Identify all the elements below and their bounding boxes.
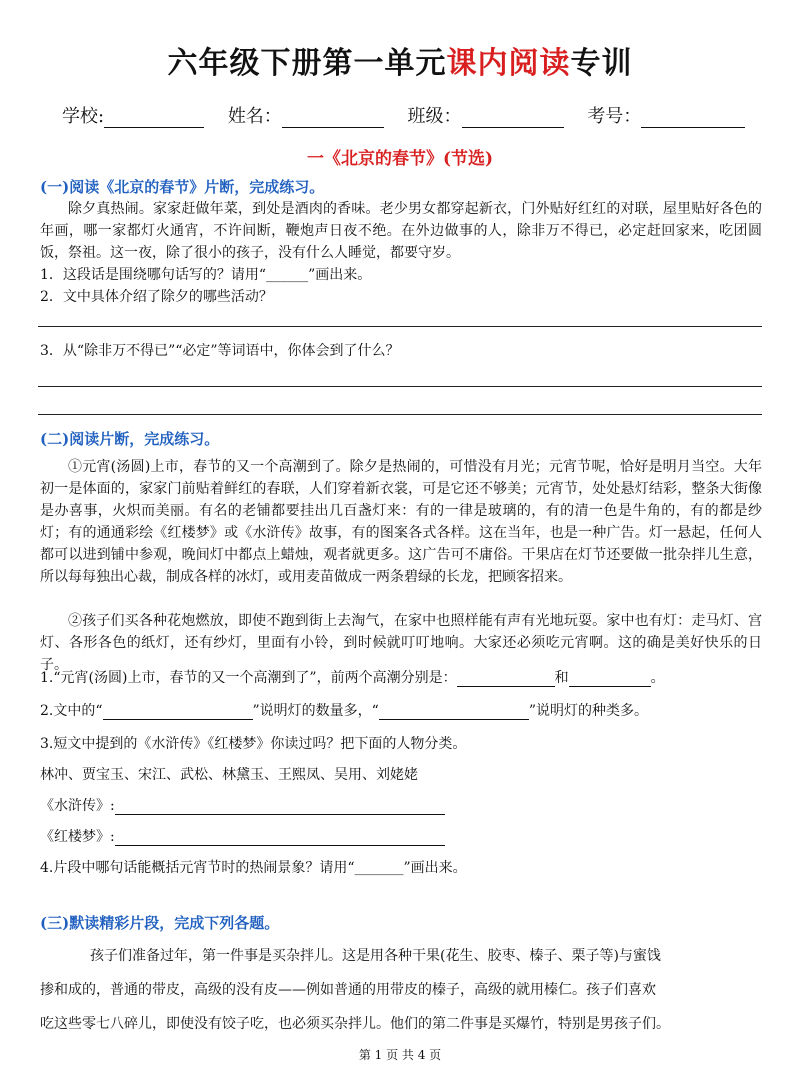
class-field[interactable] [462,109,564,128]
honglou-row: 《红楼梦》: [40,826,445,846]
part1-question-3: 3．从“除非万不得已”“必定”等词语中，你体会到了什么？ [40,343,400,359]
student-info-row [62,102,745,128]
part3-heading: (三)默读精彩片段，完成下列各题。 [40,914,280,932]
answer-blank[interactable] [115,831,445,846]
class-label: 班级： [407,106,462,127]
answer-blank[interactable] [569,672,651,687]
answer-blank[interactable] [379,705,529,720]
school-label: 学校: [62,106,105,127]
answer-line[interactable] [38,386,762,387]
part1-heading: (一)阅读《北京的春节》片断，完成练习。 [40,178,325,196]
title-part-black-end: 专训 [570,46,633,81]
answer-line[interactable] [38,326,762,327]
part1-question-1: 1．这段话是围绕哪句话写的？请用“______”画出来。 [40,267,372,283]
shuihu-row: 《水浒传》: [40,795,445,815]
exam-number-field[interactable] [641,109,745,128]
part2-question-2: 2.文中的“ ”说明灯的数量多，“ ”说明灯的种类多。 [40,703,649,719]
title-part-black: 六年级下册第一单元 [167,46,447,81]
answer-blank[interactable] [115,800,445,815]
name-field[interactable] [282,109,384,128]
part2-question-4: 4.片段中哪句话能概括元宵节时的热闹景象？请用“_______”画出来。 [40,860,467,876]
school-field[interactable] [104,109,204,128]
part3-line-1: 孩子们准备过年，第一件事是买杂拌儿。这是用各种干果(花生、胶枣、榛子、栗子等)与蜜饯 [90,948,661,964]
part2-question-3: 3.短文中提到的《水浒传》《红楼梦》你读过吗？把下面的人物分类。 [40,736,467,752]
answer-blank[interactable] [103,705,253,720]
section-title: 一《北京的春节》(节选) [306,149,494,169]
part3-line-3: 吃这些零七八碎儿，即使没有饺子吃，也必须买杂拌儿。他们的第二件事是买爆竹，特别是男孩子们。 [40,1016,670,1032]
answer-blank[interactable] [457,672,555,687]
page-footer: 第 1 页 共 4 页 [358,1048,442,1062]
part2-question-1: 1.“元宵(汤圆)上市，春节的又一个高潮到了”，前两个高潮分别是： 和 。 [40,670,665,686]
part2-paragraph-2: ②孩子们买各种花炮燃放，即使不跑到街上去淘气，在家中也照样能有声有光地玩耍。家中也有灯：走马灯、宫灯、各形各色的纸灯，还有纱灯，里面有小铃，到时候就叮叮地响。大家还必须吃元宵啊。这的确是美好快乐的日子。 [40,613,762,673]
part1-question-2: 2．文中具体介绍了除夕的哪些活动？ [40,289,273,305]
part2-paragraph-1: ①元宵(汤圆)上市，春节的又一个高潮到了。除夕是热闹的，可惜没有月光；元宵节呢，恰好是明月当空。大年初一是体面的，家家门前贴着鲜红的春联，人们穿着新衣裳，可是它还不够美；元宵节，处处悬灯结彩，整条大街像是办喜事，火炽而美丽。有名的老铺都要挂出几百盏灯来：有的一律是玻璃的，有的清一色是牛角的，有的都是纱灯；有的通通彩绘《红楼梦》或《水浒传》故事，有的图案各式各样。这在当年，也是一种广告。灯一悬起，任何人都可以进到铺中参观，晚间灯中都点上蜡烛，观者就更多。这广告可不庸俗。干果店在灯节还要做一批杂拌儿生意，所以每每独出心裁，制成各样的冰灯，或用麦苗做成一两条碧绿的长龙，把顾客招来。 [40,459,762,585]
name-label: 姓名： [227,106,282,127]
exam-number-label: 考号： [587,106,642,127]
answer-line[interactable] [38,414,762,415]
part3-line-2: 掺和成的，普通的带皮，高级的没有皮——例如普通的用带皮的榛子，高级的就用榛仁。孩子们喜欢 [40,982,656,998]
page-title [0,38,800,82]
character-names: 林冲、贾宝玉、宋江、武松、林黛玉、王熙凤、吴用、刘姥姥 [40,767,418,783]
part1-passage: 除夕真热闹。家家赶做年菜，到处是酒肉的香味。老少男女都穿起新衣，门外贴好红红的对联，屋里贴好各色的年画，哪一家都灯火通宵，不许间断，鞭炮声日夜不绝。在外边做事的人，除非万不得已，必定赶回家来，吃团圆饭，祭祖。这一夜，除了很小的孩子，没有什么人睡觉，都要守岁。 [40,201,762,261]
part2-heading: (二)阅读片断，完成练习。 [40,430,220,448]
title-part-red: 课内阅读 [446,46,571,81]
